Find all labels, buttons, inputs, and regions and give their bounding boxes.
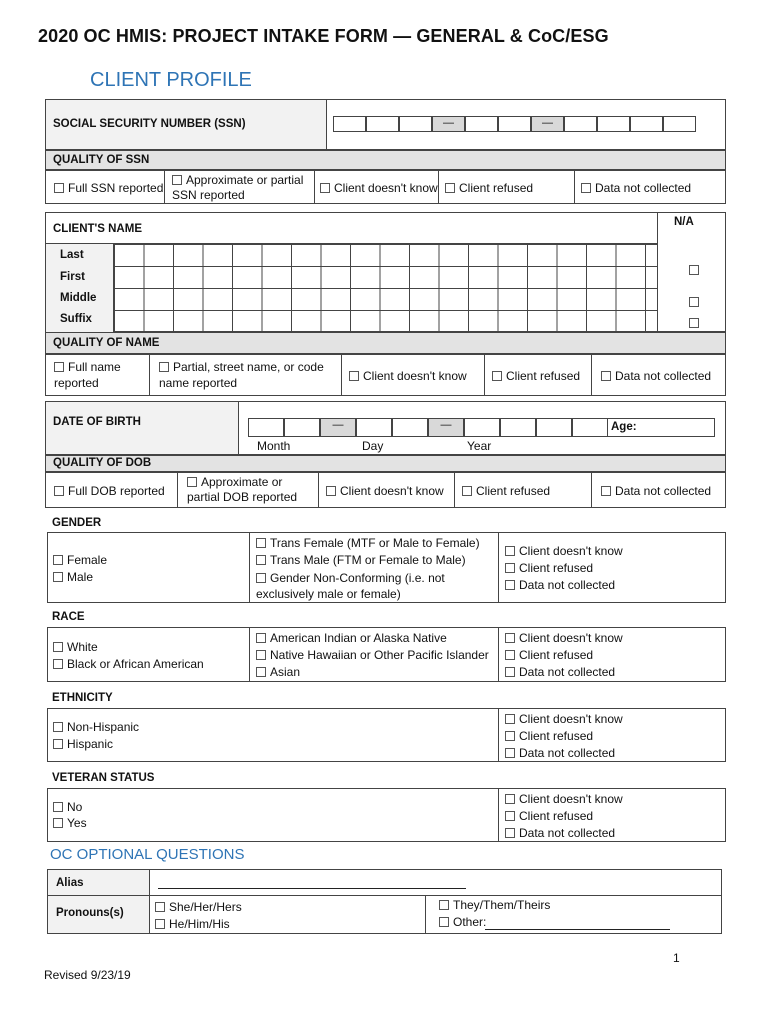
gender-male-label: Male [67, 570, 94, 584]
pronoun-he-label: He/Him/His [169, 917, 230, 931]
dob-full-checkbox[interactable] [54, 484, 165, 498]
gender-dontknow-checkbox[interactable] [505, 544, 623, 558]
name-input-grid[interactable] [114, 244, 657, 332]
race-asian-checkbox[interactable] [256, 665, 300, 679]
veteran-header: VETERAN STATUS [52, 772, 155, 784]
quality-ssn-title: QUALITY OF SSN [53, 154, 150, 166]
name-dontknow-label: Client doesn't know [363, 369, 467, 383]
pronoun-other-checkbox[interactable] [439, 915, 486, 929]
name-first-label: First [60, 271, 85, 283]
race-refused-label: Client refused [519, 648, 594, 662]
client-name-label: CLIENT'S NAME [53, 223, 142, 235]
veteran-yes-label: Yes [67, 816, 87, 830]
ssn-notcollected-label: Data not collected [595, 181, 692, 195]
oc-optional-table [47, 869, 722, 934]
dob-refused-label: Client refused [476, 484, 551, 498]
veteran-refused-label: Client refused [519, 809, 594, 823]
name-full-checkbox[interactable] [54, 359, 146, 391]
dob-row [45, 401, 726, 455]
veteran-no-label: No [67, 800, 83, 814]
ethnicity-notcollected-checkbox[interactable] [505, 746, 615, 760]
dob-notcollected-label: Data not collected [615, 484, 712, 498]
race-options [47, 627, 726, 682]
ssn-full-label: Full SSN reported [68, 181, 164, 195]
ssn-row [45, 99, 726, 150]
quality-name-title: QUALITY OF NAME [53, 337, 160, 349]
race-black-label: Black or African American [67, 657, 204, 671]
gender-transfemale-label: Trans Female (MTF or Male to Female) [270, 536, 480, 550]
ethnicity-nonhispanic-checkbox[interactable] [53, 720, 139, 734]
pronoun-other-input-line[interactable] [485, 929, 670, 930]
dob-year-label: Year [467, 439, 492, 453]
name-refused-checkbox[interactable] [492, 369, 580, 383]
name-partial-label: Partial, street name, or code name reported [159, 360, 324, 390]
quality-dob-header [45, 455, 726, 472]
name-last-label: Last [60, 249, 84, 261]
ethnicity-options [47, 708, 726, 762]
veteran-refused-checkbox[interactable] [505, 809, 593, 823]
veteran-dontknow-label: Client doesn't know [519, 792, 623, 806]
race-hawaiian-checkbox[interactable] [256, 648, 489, 662]
dob-dontknow-checkbox[interactable] [326, 484, 444, 498]
dob-dash-1: — [320, 418, 356, 437]
revised-date: Revised 9/23/19 [44, 968, 131, 982]
gender-transfemale-checkbox[interactable] [256, 536, 480, 550]
name-notcollected-checkbox[interactable] [601, 369, 711, 383]
race-black-checkbox[interactable] [53, 657, 204, 671]
ssn-refused-label: Client refused [459, 181, 534, 195]
name-suffix-na-checkbox[interactable] [689, 316, 703, 330]
race-asian-label: Asian [270, 665, 301, 679]
race-notcollected-checkbox[interactable] [505, 665, 615, 679]
quality-dob-title: QUALITY OF DOB [53, 457, 152, 469]
ssn-dash-2: — [531, 116, 564, 132]
veteran-notcollected-checkbox[interactable] [505, 826, 615, 840]
form-title: 2020 OC HMIS: PROJECT INTAKE FORM — GENERAL & CoC/ESG [38, 26, 609, 46]
gender-nonconforming-checkbox[interactable] [256, 570, 496, 602]
gender-header: GENDER [52, 517, 102, 529]
ssn-label: SOCIAL SECURITY NUMBER (SSN) [53, 118, 246, 130]
gender-transmale-checkbox[interactable] [256, 553, 466, 567]
dob-label: DATE OF BIRTH [53, 416, 141, 428]
gender-nonconforming-label: Gender Non-Conforming (i.e. not exclusively male or female) [256, 571, 445, 601]
age-label: Age: [611, 421, 637, 433]
dob-full-label: Full DOB reported [68, 484, 165, 498]
quality-ssn-options [45, 170, 726, 204]
dob-dash-2: — [428, 418, 464, 437]
quality-name-header [45, 332, 726, 354]
gender-refused-label: Client refused [519, 561, 594, 575]
name-middle-na-checkbox[interactable] [689, 295, 703, 309]
race-indian-checkbox[interactable] [256, 631, 447, 645]
page-number: 1 [673, 951, 680, 965]
ethnicity-hispanic-checkbox[interactable] [53, 737, 113, 751]
age-field[interactable] [607, 418, 715, 437]
ssn-notcollected-checkbox[interactable] [581, 181, 691, 195]
gender-female-label: Female [67, 553, 108, 567]
race-indian-label: American Indian or Alaska Native [270, 631, 447, 645]
race-dontknow-checkbox[interactable] [505, 631, 623, 645]
ethnicity-notcollected-label: Data not collected [519, 746, 616, 760]
ssn-refused-checkbox[interactable] [445, 181, 533, 195]
dob-input-cells[interactable] [248, 418, 608, 437]
gender-notcollected-label: Data not collected [519, 578, 616, 592]
name-na-label: N/A [674, 216, 694, 228]
ssn-partial-label: Approximate or partial SSN reported [172, 173, 304, 202]
section-oc-optional: OC OPTIONAL QUESTIONS [50, 846, 245, 863]
ethnicity-refused-checkbox[interactable] [505, 729, 593, 743]
name-suffix-label: Suffix [60, 313, 92, 325]
dob-dontknow-label: Client doesn't know [340, 484, 444, 498]
dob-refused-checkbox[interactable] [462, 484, 550, 498]
name-last-na-checkbox[interactable] [689, 263, 703, 277]
pronoun-he-checkbox[interactable] [155, 917, 230, 931]
name-notcollected-label: Data not collected [615, 369, 712, 383]
ssn-partial-checkbox[interactable] [172, 173, 312, 203]
ssn-full-checkbox[interactable] [54, 181, 163, 195]
alias-input-line[interactable] [158, 888, 466, 889]
name-dontknow-checkbox[interactable] [349, 369, 467, 383]
pronoun-she-checkbox[interactable] [155, 900, 242, 914]
race-refused-checkbox[interactable] [505, 648, 593, 662]
pronoun-she-label: She/Her/Hers [169, 900, 242, 914]
pronoun-they-checkbox[interactable] [439, 898, 550, 912]
alias-label: Alias [56, 877, 84, 889]
quality-dob-options [45, 472, 726, 508]
veteran-options [47, 788, 726, 842]
pronouns-label: Pronouns(s) [56, 907, 124, 919]
race-white-label: White [67, 640, 98, 654]
name-middle-label: Middle [60, 292, 97, 304]
ethnicity-nonhispanic-label: Non-Hispanic [67, 720, 140, 734]
gender-options [47, 532, 726, 603]
race-header: RACE [52, 611, 85, 623]
ssn-dontknow-label: Client doesn't know [334, 181, 438, 195]
gender-dontknow-label: Client doesn't know [519, 544, 623, 558]
dob-month-label: Month [257, 439, 291, 453]
dob-notcollected-checkbox[interactable] [601, 484, 711, 498]
ethnicity-dontknow-label: Client doesn't know [519, 712, 623, 726]
gender-refused-checkbox[interactable] [505, 561, 593, 575]
pronoun-they-label: They/Them/Theirs [453, 898, 551, 912]
veteran-dontknow-checkbox[interactable] [505, 792, 623, 806]
gender-female-checkbox[interactable] [53, 553, 107, 567]
ethnicity-refused-label: Client refused [519, 729, 594, 743]
dob-day-label: Day [362, 439, 384, 453]
client-name-block [45, 212, 726, 332]
section-client-profile: CLIENT PROFILE [90, 69, 252, 91]
race-notcollected-label: Data not collected [519, 665, 616, 679]
ssn-dash-1: — [432, 116, 465, 132]
race-hawaiian-label: Native Hawaiian or Other Pacific Islander [270, 648, 489, 662]
race-white-checkbox[interactable] [53, 640, 98, 654]
name-refused-label: Client refused [506, 369, 581, 383]
quality-name-options [45, 354, 726, 396]
name-partial-checkbox[interactable] [159, 359, 339, 391]
veteran-notcollected-label: Data not collected [519, 826, 616, 840]
race-dontknow-label: Client doesn't know [519, 631, 623, 645]
ethnicity-dontknow-checkbox[interactable] [505, 712, 623, 726]
dob-partial-label: Approximate or partial DOB reported [187, 475, 298, 504]
veteran-no-checkbox[interactable] [53, 800, 82, 814]
ssn-input-cells[interactable] [333, 116, 696, 132]
name-full-label: Full name reported [54, 360, 121, 390]
quality-ssn-header [45, 150, 726, 170]
ssn-dontknow-checkbox[interactable] [320, 181, 438, 195]
ethnicity-hispanic-label: Hispanic [67, 737, 114, 751]
veteran-yes-checkbox[interactable] [53, 816, 87, 830]
gender-transmale-label: Trans Male (FTM or Female to Male) [270, 553, 466, 567]
dob-partial-checkbox[interactable] [187, 475, 315, 505]
ethnicity-header: ETHNICITY [52, 692, 113, 704]
gender-male-checkbox[interactable] [53, 570, 93, 584]
gender-notcollected-checkbox[interactable] [505, 578, 615, 592]
pronoun-other-label: Other: [453, 915, 487, 929]
